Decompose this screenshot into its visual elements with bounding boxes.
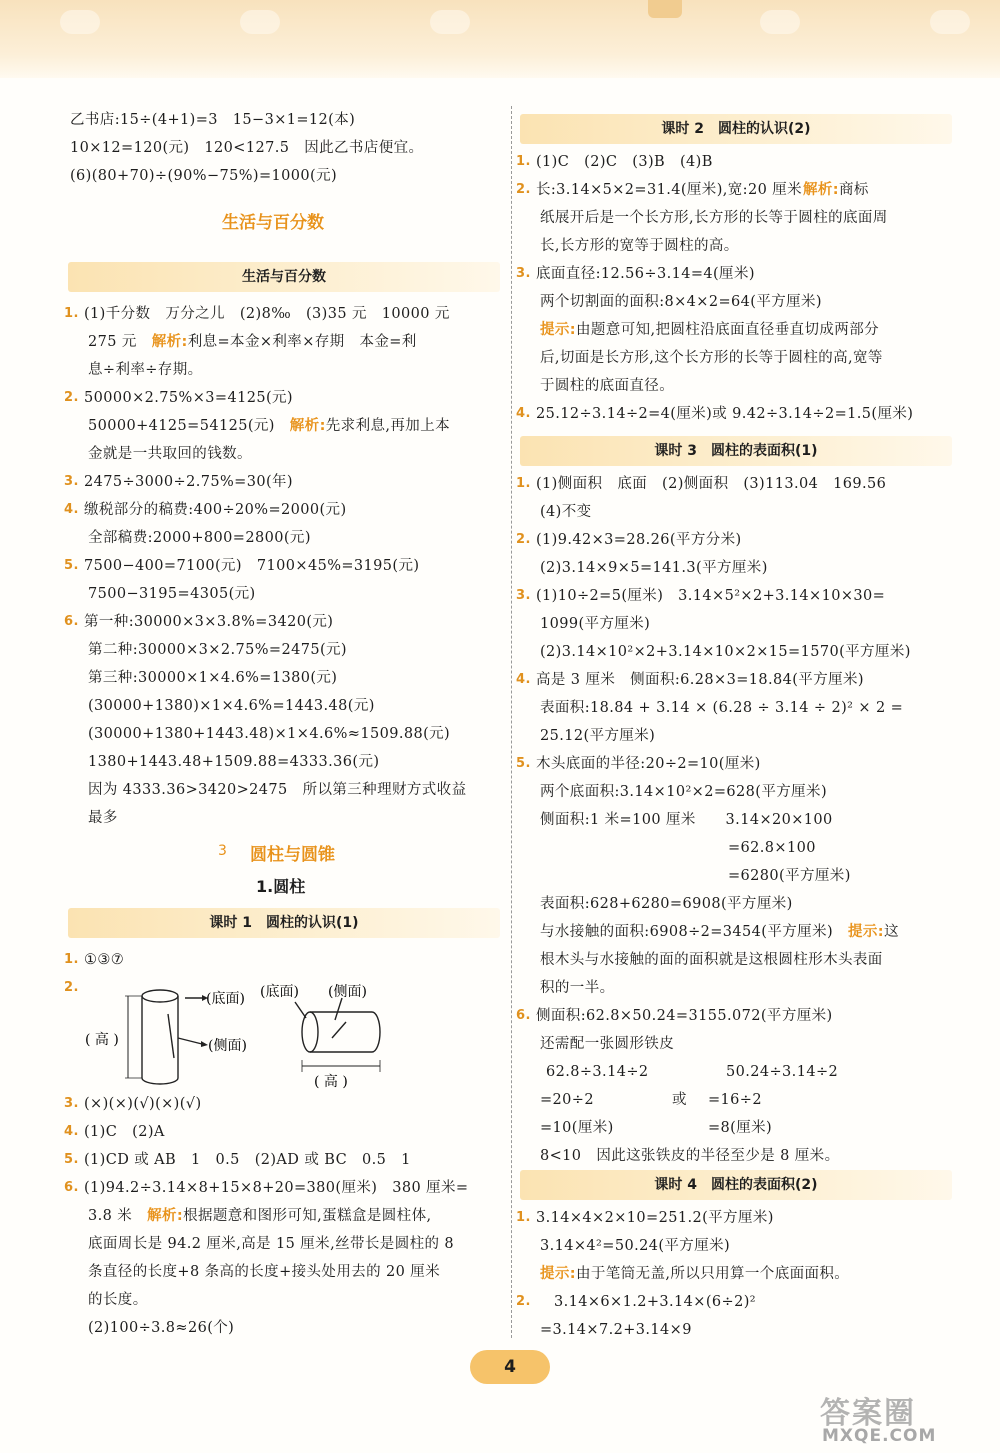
answer-text: (1)C (2)C (3)B (4)B: [536, 154, 713, 170]
analysis-text: 长,长方形的宽等于圆柱的高。: [540, 238, 739, 254]
question-number: 1.: [516, 476, 531, 491]
answer-text: (2)3.14×10²×2+3.14×10×2×15=1570(平方厘米): [540, 644, 911, 660]
answer-text: 50000×2.75%×3=4125(元): [84, 390, 293, 406]
answer-text: (1)C (2)A: [84, 1124, 165, 1140]
answer-text: 高是 3 厘米 侧面积:6.28×3=18.84(平方厘米): [536, 672, 864, 688]
hint-text: 这: [883, 924, 899, 940]
watermark-logo-text: 答案圈: [820, 1396, 916, 1431]
subsection-title: 1.圆柱: [256, 877, 306, 896]
answer-text: 50.24÷3.14÷2: [726, 1064, 839, 1080]
question-number: 6.: [64, 1180, 79, 1195]
analysis-text: 先求利息,再加上本: [325, 418, 450, 434]
label-side-b: (侧面): [328, 984, 367, 1000]
answer-text: =20÷2: [540, 1092, 594, 1108]
answer-text: (1)10÷2=5(厘米) 3.14×5²×2+3.14×10×30=: [536, 588, 886, 604]
column-divider: [511, 106, 512, 1338]
chapter-number: 3: [218, 843, 227, 859]
question-number: 5.: [64, 1152, 79, 1167]
answer-text: 还需配一张圆形铁皮: [540, 1036, 675, 1052]
answer-text: 第一种:30000×3×3.8%=3420(元): [84, 614, 334, 630]
cloud-decoration: [760, 10, 800, 34]
question-number: 2.: [516, 1294, 531, 1309]
answer-text: 最多: [88, 810, 118, 826]
answer-text: (1)侧面积 底面 (2)侧面积 (3)113.04 169.56: [536, 476, 887, 492]
hint-label: 提示:: [540, 1266, 576, 1282]
answer-text: =62.8×100: [728, 840, 816, 856]
hint-text: 后,切面是长方形,这个长方形的长等于圆柱的高,宽等: [540, 350, 883, 366]
answer-text: (1)9.42×3=28.26(平方分米): [536, 532, 742, 548]
question-number: 5.: [64, 558, 79, 573]
header-band: [0, 0, 1000, 78]
question-number: 2.: [64, 390, 79, 405]
answer-text: 因为 4333.36>3420>2475 所以第三种理财方式收益: [88, 782, 467, 798]
label-bottom-face: (底面): [206, 991, 245, 1007]
answer-text: 7500−3195=4305(元): [88, 586, 256, 602]
answer-text: 侧面积:1 米=100 厘米 3.14×20×100: [540, 812, 833, 828]
answer-text: 3.8 米: [88, 1208, 133, 1224]
answer-text: 全部稿费:2000+800=2800(元): [88, 530, 311, 546]
answer-text: 表面积:628+6280=6908(平方厘米): [540, 896, 793, 912]
answer-text: (2)100÷3.8≈26(个): [88, 1320, 235, 1336]
analysis-text: 金就是一共取回的钱数。: [88, 446, 252, 462]
answer-text: 2475÷3000÷2.75%=30(年): [84, 474, 293, 490]
question-number: 4.: [516, 672, 531, 687]
question-number: 1.: [64, 306, 79, 321]
answer-text: 第二种:30000×3×2.75%=2475(元): [88, 642, 347, 658]
section-title: 生活与百分数: [222, 213, 324, 233]
question-number: 5.: [516, 756, 531, 771]
analysis-text: 商标: [838, 182, 869, 198]
answer-text: 1099(平方厘米): [540, 616, 651, 632]
analysis-text: 的长度。: [88, 1292, 148, 1308]
label-bottom-face-b: (底面): [260, 984, 299, 1000]
answer-text: 第三种:30000×1×4.6%=1380(元): [88, 670, 338, 686]
lesson-band: 课时 1 圆柱的认识(1): [68, 908, 500, 938]
analysis-label: 解析:: [147, 1208, 184, 1224]
question-number: 4.: [64, 502, 79, 517]
answer-text: =3.14×7.2+3.14×9: [540, 1322, 692, 1338]
question-number: 3.: [64, 1096, 79, 1111]
answer-line: 乙书店:15÷(4+1)=3 15−3×1=12(本): [70, 112, 356, 128]
question-number: 2.: [516, 182, 531, 197]
analysis-text: 条直径的长度+8 条高的长度+接头处用去的 20 厘米: [88, 1264, 441, 1280]
answer-text: 25.12÷3.14÷2=4(厘米)或 9.42÷3.14÷2=1.5(厘米): [536, 406, 914, 422]
analysis-text: 纸展开后是一个长方形,长方形的长等于圆柱的底面周: [540, 210, 888, 226]
answer-text: (1)CD 或 AB 1 0.5 (2)AD 或 BC 0.5 1: [84, 1152, 411, 1168]
answer-text: (30000+1380)×1×4.6%=1443.48(元): [88, 698, 375, 714]
answer-text: 侧面积:62.8×50.24=3155.072(平方厘米): [536, 1008, 833, 1024]
question-number: 2.: [64, 980, 79, 995]
lesson-band: 课时 3 圆柱的表面积(1): [520, 436, 952, 466]
question-number: 3.: [64, 474, 79, 489]
analysis-text: 根据题意和图形可知,蛋糕盒是圆柱体,: [183, 1208, 432, 1224]
answer-text: (30000+1380+1443.48)×1×4.6%≈1509.88(元): [88, 726, 451, 742]
horizontal-cylinder: [295, 998, 380, 1072]
answer-text: 25.12(平方厘米): [540, 728, 656, 744]
upright-cylinder: [125, 990, 208, 1084]
answer-text: 3.14×6×1.2+3.14×(6÷2)²: [554, 1294, 756, 1310]
chapter-title: 圆柱与圆锥: [250, 845, 335, 865]
cylinder-diagram: [70, 974, 502, 1098]
question-number: 3.: [516, 588, 531, 603]
question-number: 1.: [516, 154, 531, 169]
analysis-label: 解析:: [151, 334, 188, 350]
answer-text: (×)(×)(√)(×)(√): [84, 1096, 202, 1112]
answer-text: 缴税部分的稿费:400÷20%=2000(元): [84, 502, 347, 518]
watermark-stamp: [820, 1388, 990, 1448]
answer-text: (4)不变: [540, 504, 592, 520]
answer-text: =16÷2: [708, 1092, 762, 1108]
answer-text: 3.14×4²=50.24(平方厘米): [540, 1238, 731, 1254]
label-height: ( 高 ): [85, 1032, 119, 1048]
answer-text: 木头底面的半径:20÷2=10(厘米): [536, 756, 761, 772]
answer-text: 表面积:18.84 + 3.14 × (6.28 ÷ 3.14 ÷ 2)² × 2 =: [540, 700, 904, 716]
question-number: 2.: [516, 532, 531, 547]
answer-text: 8<10 因此这张铁皮的半径至少是 8 厘米。: [540, 1148, 840, 1164]
analysis-label: 解析:: [802, 182, 839, 198]
analysis-label: 解析:: [289, 418, 326, 434]
answer-text: 62.8÷3.14÷2: [546, 1064, 649, 1080]
page-number: 4: [470, 1350, 550, 1384]
hint-text: 积的一半。: [540, 980, 615, 996]
question-number: 1.: [64, 952, 79, 967]
answer-text: 底面直径:12.56÷3.14=4(厘米): [536, 266, 755, 282]
lesson-band: 课时 4 圆柱的表面积(2): [520, 1170, 952, 1200]
watermark-url: MXQE.COM: [822, 1426, 937, 1446]
header-tab-decoration: [648, 0, 682, 18]
answer-text: =10(厘米): [540, 1120, 614, 1136]
hint-label: 提示:: [847, 924, 884, 940]
analysis-text: 息÷利率÷存期。: [88, 362, 203, 378]
answer-text: (2)3.14×9×5=141.3(平方厘米): [540, 560, 768, 576]
cloud-decoration: [240, 10, 280, 34]
answer-line: 10×12=120(元) 120<127.5 因此乙书店便宜。: [70, 140, 424, 156]
hint-text: 根木头与水接触的面的面积就是这根圆柱形木头表面: [540, 952, 883, 968]
answer-text: (1)94.2÷3.14×8+15×8+20=380(厘米) 380 厘米=: [84, 1180, 469, 1196]
answer-line: (6)(80+70)÷(90%−75%)=1000(元): [70, 168, 338, 184]
question-number: 4.: [516, 406, 531, 421]
answer-text: 长:3.14×5×2=31.4(厘米),宽:20 厘米: [536, 182, 803, 198]
lesson-band: 课时 2 圆柱的认识(2): [520, 114, 952, 144]
answer-text: 两个切割面的面积:8×4×2=64(平方厘米): [540, 294, 822, 310]
hint-label: 提示:: [540, 322, 576, 338]
label-height-b: ( 高 ): [314, 1074, 348, 1090]
hint-text: 由于笔筒无盖,所以只用算一个底面面积。: [576, 1266, 850, 1282]
answer-text: 7500−400=7100(元) 7100×45%=3195(元): [84, 558, 420, 574]
question-number: 3.: [516, 266, 531, 281]
answer-text: (1)千分数 万分之儿 (2)8‰ (3)35 元 10000 元: [84, 306, 450, 322]
question-number: 4.: [64, 1124, 79, 1139]
analysis-text: 利息=本金×利率×存期 本金=利: [187, 334, 417, 350]
cloud-decoration: [60, 10, 100, 34]
answer-text: 1380+1443.48+1509.88=4333.36(元): [88, 754, 380, 770]
lesson-band: 生活与百分数: [68, 262, 500, 292]
hint-text: 于圆柱的底面直径。: [540, 378, 675, 394]
label-side: (侧面): [208, 1038, 247, 1054]
answer-text: ①③⑦: [84, 952, 125, 968]
answer-text: 275 元: [88, 334, 137, 350]
answer-text: 两个底面积:3.14×10²×2=628(平方厘米): [540, 784, 827, 800]
answer-text: 3.14×4×2×10=251.2(平方厘米): [536, 1210, 774, 1226]
question-number: 1.: [516, 1210, 531, 1225]
answer-text: 或: [672, 1092, 687, 1108]
answer-text: =8(厘米): [708, 1120, 773, 1136]
answer-text: 50000+4125=54125(元): [88, 418, 275, 434]
analysis-text: 底面周长是 94.2 厘米,高是 15 厘米,丝带长是圆柱的 8: [88, 1236, 455, 1252]
question-number: 6.: [516, 1008, 531, 1023]
cloud-decoration: [930, 10, 970, 34]
answer-text: =6280(平方厘米): [728, 868, 851, 884]
question-number: 6.: [64, 614, 79, 629]
cloud-decoration: [430, 10, 470, 34]
answer-text: 与水接触的面积:6908÷2=3454(平方厘米): [540, 924, 834, 940]
hint-text: 由题意可知,把圆柱沿底面直径垂直切成两部分: [576, 322, 880, 338]
